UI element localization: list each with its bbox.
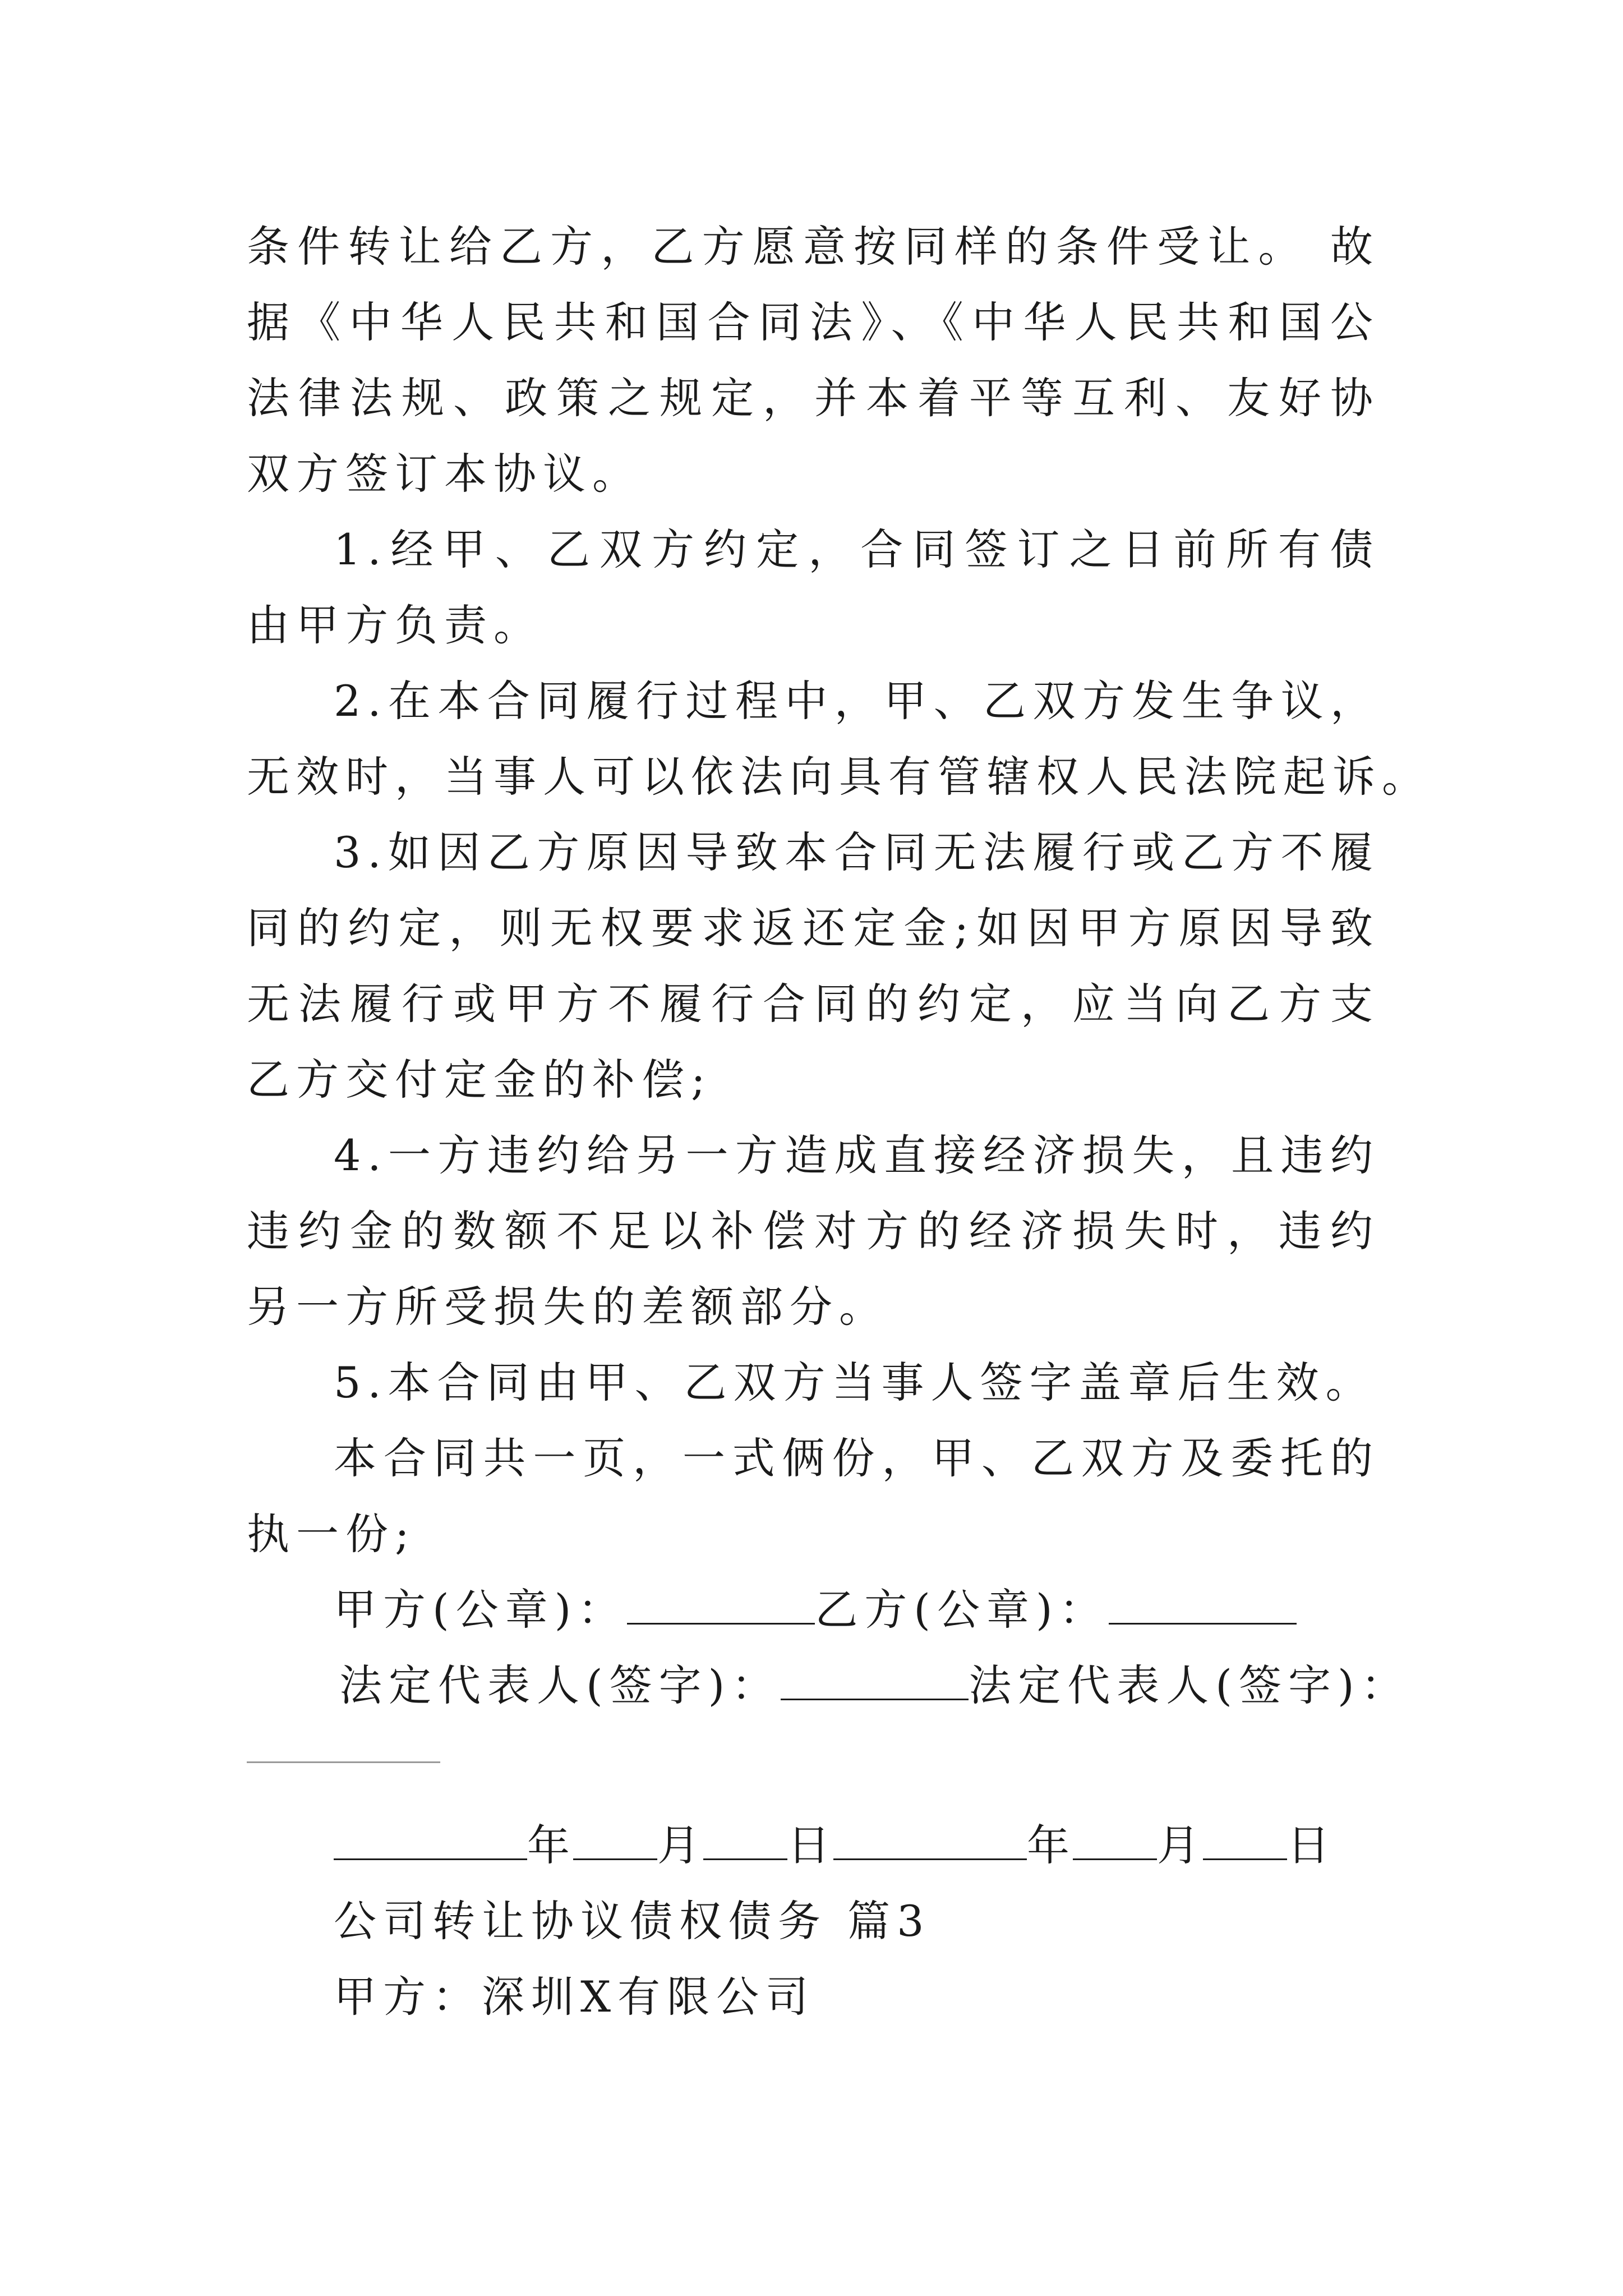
intro-line-4: 双方签订本协议。: [247, 449, 642, 499]
date-b-month-label: 月: [1157, 1820, 1203, 1870]
date-a-year-blank[interactable]: [334, 1821, 527, 1860]
copies-note-line-1: 本合同共一页，一式俩份，甲、乙双方及委托的: [334, 1433, 1380, 1483]
intro-line-1: 条件转让给乙方，乙方愿意按同样的条件受让。 故: [247, 222, 1380, 272]
clause-3-line-2: 同的约定，则无权要求返还定金;如因甲方原因导致: [247, 903, 1380, 953]
wrapped-signature-blank[interactable]: [247, 1761, 440, 1763]
date-a-year-label: 年: [527, 1820, 573, 1870]
seal-line: [334, 1582, 1297, 1638]
date-line: [334, 1818, 1333, 1874]
date-a-month-blank[interactable]: [573, 1821, 657, 1860]
party-b-seal-blank[interactable]: [1109, 1586, 1297, 1625]
date-b-year-label: 年: [1027, 1820, 1073, 1870]
clause-5-line-1: 5.本合同由甲、乙双方当事人签字盖章后生效。: [334, 1358, 1375, 1407]
date-a-day-label: 日: [787, 1820, 833, 1870]
intro-line-2: 据《中华人民共和国合同法》、《中华人民共和国公: [247, 297, 1380, 347]
rep-a-label: 法定代表人(签字)：: [339, 1660, 781, 1710]
date-b-month-blank[interactable]: [1073, 1821, 1157, 1860]
clause-3-line-3: 无法履行或甲方不履行合同的约定，应当向乙方支: [247, 979, 1380, 1029]
representative-line: [339, 1658, 1410, 1714]
clause-1-line-1: 1.经甲、乙双方约定，合同签订之日前所有债: [334, 524, 1380, 574]
clause-2-line-1: 2.在本合同履行过程中，甲、乙双方发生争议，: [334, 676, 1380, 726]
section-title: 公司转让协议债权债务 篇3: [334, 1896, 931, 1946]
clause-4-line-2: 违约金的数额不足以补偿对方的经济损失时，违约: [247, 1206, 1380, 1256]
copies-note-line-2: 执一份;: [247, 1509, 416, 1559]
rep-a-blank[interactable]: [781, 1662, 969, 1700]
date-b-day-label: 日: [1287, 1820, 1333, 1870]
party-a-seal-blank[interactable]: [627, 1586, 815, 1625]
clause-3-line-1: 3.如因乙方原因导致本合同无法履行或乙方不履: [334, 827, 1380, 877]
clause-4-line-3: 另一方所受损失的差额部分。: [247, 1282, 888, 1332]
date-a-day-blank[interactable]: [703, 1821, 787, 1860]
party-a-seal-label: 甲方(公章)：: [334, 1585, 628, 1635]
party-b-seal-label: 乙方(公章)：: [815, 1585, 1109, 1635]
date-b-year-blank[interactable]: [833, 1821, 1027, 1860]
clause-2-line-2: 无效时，当事人可以依法向具有管辖权人民法院起诉。: [247, 752, 1431, 802]
clause-3-line-4: 乙方交付定金的补偿;: [247, 1055, 712, 1105]
intro-line-3: 法律法规、政策之规定，并本着平等互利、友好协: [247, 373, 1380, 423]
date-a-month-label: 月: [657, 1820, 703, 1870]
party-a-intro: 甲方：深圳X有限公司: [334, 1972, 815, 2022]
date-b-day-blank[interactable]: [1203, 1821, 1287, 1860]
clause-1-line-2: 由甲方负责。: [247, 600, 543, 650]
rep-b-label: 法定代表人(签字)：: [969, 1660, 1410, 1710]
clause-4-line-1: 4.一方违约给另一方造成直接经济损失，且违约: [334, 1130, 1380, 1180]
